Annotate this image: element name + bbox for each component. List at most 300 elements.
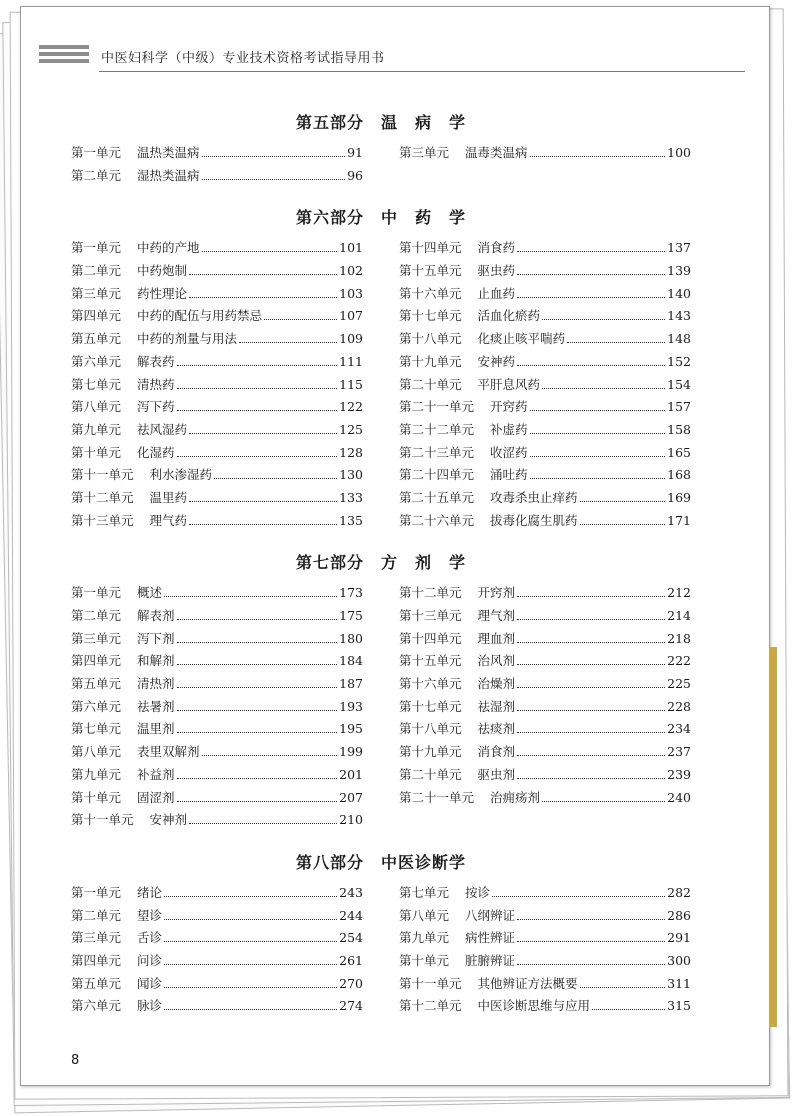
entry-page: 244 (339, 907, 363, 923)
entry-unit: 第十七单元 (399, 308, 462, 324)
entry-name: 化湿药 (137, 444, 175, 460)
entry-page: 291 (667, 930, 691, 946)
toc-entry[interactable] (399, 443, 691, 466)
entry-name: 温热类温病 (137, 145, 200, 160)
entry-unit: 第四单元 (71, 952, 122, 968)
toc-entry[interactable] (399, 883, 691, 906)
entry-unit: 第十三单元 (399, 608, 462, 623)
entry-unit: 第二十二单元 (399, 421, 475, 437)
entry-page: 154 (667, 376, 691, 392)
toc-entry[interactable] (399, 420, 691, 443)
toc-entry[interactable] (71, 511, 363, 534)
entry-unit: 第十六单元 (399, 676, 462, 692)
entry-name: 理血剂 (477, 630, 516, 646)
toc-entry[interactable] (399, 719, 691, 742)
leader-dots (517, 297, 665, 298)
entry-unit: 第一单元 (71, 240, 122, 256)
entry-name: 泻下药 (137, 399, 175, 415)
toc-entry[interactable] (399, 306, 691, 329)
toc-entry[interactable] (71, 629, 363, 652)
entry-name: 治痈疡剂 (490, 789, 541, 805)
toc-entry[interactable] (71, 951, 363, 974)
entry-unit: 第十单元 (399, 952, 450, 968)
leader-dots (164, 987, 337, 988)
entry-name: 祛风湿药 (137, 421, 188, 437)
toc-entry[interactable] (71, 606, 363, 629)
section-gap (71, 188, 691, 198)
entry-name: 固涩剂 (137, 789, 175, 805)
toc-entry[interactable] (71, 238, 363, 261)
entry-name: 解表药 (137, 353, 175, 369)
entry-page: 311 (667, 975, 691, 991)
entry-page: 282 (667, 884, 691, 900)
leader-dots (164, 1009, 337, 1010)
toc-entry[interactable] (399, 606, 691, 629)
entry-name: 补益剂 (137, 766, 175, 782)
entry-page: 103 (339, 285, 363, 301)
entry-page: 168 (667, 467, 691, 483)
toc-part (71, 843, 691, 1019)
leader-dots (164, 941, 337, 942)
entry-unit: 第六单元 (71, 998, 122, 1014)
entry-page: 158 (667, 421, 691, 437)
entry-name: 安神药 (477, 353, 516, 369)
entry-page: 137 (667, 240, 691, 256)
leader-dots (202, 179, 346, 180)
leader-dots (517, 778, 665, 779)
entry-page: 122 (339, 399, 363, 415)
entry-name: 安神剂 (149, 812, 188, 828)
entry-name: 问诊 (137, 952, 163, 968)
toc-column-left (71, 883, 363, 1019)
entry-page: 274 (339, 998, 363, 1014)
entry-name: 概述 (137, 585, 163, 601)
leader-dots (530, 456, 666, 457)
toc-entry[interactable] (71, 651, 363, 674)
toc-entry[interactable] (71, 488, 363, 511)
entry-unit: 第十五单元 (399, 653, 462, 669)
entry-unit: 第九单元 (399, 930, 450, 946)
entry-name: 止血药 (477, 285, 516, 301)
leader-dots (517, 251, 665, 252)
toc-entry[interactable] (71, 765, 363, 788)
entry-name: 收涩药 (490, 444, 528, 460)
entry-name: 绪论 (137, 884, 163, 900)
toc-entry[interactable] (399, 906, 691, 929)
entry-unit: 第三单元 (71, 930, 122, 946)
entry-unit: 第八单元 (71, 399, 122, 415)
entry-name: 治燥剂 (477, 676, 516, 692)
toc-entry[interactable] (399, 143, 691, 166)
header-rule (99, 71, 745, 72)
entry-page: 133 (339, 489, 363, 505)
entry-page: 315 (667, 998, 691, 1014)
header-decoration (39, 45, 89, 66)
entry-unit: 第四单元 (71, 653, 122, 669)
entry-page: 139 (667, 263, 691, 279)
entry-name: 平肝息风药 (477, 376, 541, 392)
entry-page: 96 (347, 167, 363, 183)
entry-name: 按诊 (465, 884, 491, 900)
toc-columns (71, 238, 691, 533)
leader-dots (517, 710, 665, 711)
entry-page: 187 (339, 676, 363, 692)
entry-page: 169 (667, 489, 691, 505)
entry-page: 225 (667, 676, 691, 692)
entry-page: 157 (667, 399, 691, 415)
toc-column-left (71, 583, 363, 833)
leader-dots (530, 410, 666, 411)
entry-name: 攻毒杀虫止痒药 (490, 489, 578, 505)
entry-page: 135 (339, 512, 363, 528)
entry-name: 其他辨证方法概要 (477, 975, 578, 991)
leader-dots (542, 801, 665, 802)
entry-unit: 第九单元 (71, 421, 122, 437)
part-title: 第八部分 中医诊断学 (295, 852, 466, 872)
leader-dots (202, 156, 346, 157)
entry-unit: 第七单元 (71, 376, 122, 392)
toc-entry[interactable] (399, 352, 691, 375)
leader-dots (517, 365, 665, 366)
entry-name: 利水渗湿药 (149, 467, 213, 483)
toc-column-right (399, 883, 691, 1019)
leader-dots (517, 919, 665, 920)
toc-entry[interactable] (399, 951, 691, 974)
toc-entry[interactable] (399, 974, 691, 997)
entry-unit: 第八单元 (71, 744, 122, 760)
entry-name: 祛暑剂 (137, 698, 175, 714)
toc-entry[interactable] (71, 742, 363, 765)
entry-unit: 第三单元 (399, 145, 450, 160)
section-gap (71, 833, 691, 843)
toc-entry[interactable] (71, 883, 363, 906)
entry-name: 温里剂 (137, 721, 175, 737)
leader-dots (517, 664, 665, 665)
entry-page: 180 (339, 630, 363, 646)
leader-dots (177, 365, 338, 366)
entry-page: 210 (339, 812, 363, 828)
toc-entry[interactable] (399, 284, 691, 307)
toc-column-left (71, 238, 363, 533)
toc-entry[interactable] (399, 465, 691, 488)
entry-unit: 第十九单元 (399, 744, 462, 760)
entry-page: 237 (667, 744, 691, 760)
entry-unit: 第二十单元 (399, 376, 462, 392)
toc-entry[interactable] (399, 238, 691, 261)
toc-entry[interactable] (399, 375, 691, 398)
entry-page: 140 (667, 285, 691, 301)
toc-columns (71, 583, 691, 833)
entry-page: 102 (339, 263, 363, 279)
leader-dots (189, 501, 337, 502)
toc-entry[interactable] (399, 261, 691, 284)
entry-name: 和解剂 (137, 653, 175, 669)
entry-unit: 第十单元 (71, 444, 122, 460)
running-header-title: 中医妇科学（中级）专业技术资格考试指导用书 (101, 51, 385, 66)
leader-dots (202, 755, 338, 756)
toc-column-right (399, 238, 691, 533)
entry-unit: 第二十一单元 (399, 399, 475, 415)
entry-unit: 第七单元 (71, 721, 122, 737)
leader-dots (517, 755, 665, 756)
entry-page: 199 (339, 744, 363, 760)
toc-entry[interactable] (71, 810, 363, 833)
toc-part (71, 103, 691, 198)
toc-column-right (399, 143, 691, 188)
entry-page: 125 (339, 421, 363, 437)
leader-dots (517, 941, 665, 942)
entry-unit: 第十三单元 (71, 512, 134, 528)
leader-dots (264, 319, 337, 320)
toc-entry[interactable] (71, 306, 363, 329)
entry-unit: 第十八单元 (399, 331, 462, 347)
entry-page: 91 (347, 145, 363, 160)
entry-name: 闻诊 (137, 975, 163, 991)
entry-name: 补虚药 (490, 421, 528, 437)
leader-dots (177, 732, 338, 733)
entry-name: 祛湿剂 (477, 698, 516, 714)
entry-page: 228 (667, 698, 691, 714)
part-title: 第七部分 方 剂 学 (295, 553, 466, 573)
toc-columns (71, 143, 691, 188)
leader-dots (530, 433, 666, 434)
entry-unit: 第十二单元 (399, 998, 462, 1014)
entry-name: 驱虫药 (477, 263, 516, 279)
entry-name: 中药的配伍与用药禁忌 (137, 308, 263, 324)
entry-page: 234 (667, 721, 691, 737)
entry-name: 消食药 (477, 240, 516, 256)
toc-entry[interactable] (399, 742, 691, 765)
toc-entry[interactable] (71, 719, 363, 742)
entry-name: 中药的剂量与用法 (137, 331, 238, 347)
entry-unit: 第十单元 (71, 789, 122, 805)
toc-entry[interactable] (399, 697, 691, 720)
entry-unit: 第二单元 (71, 167, 122, 183)
entry-unit: 第一单元 (71, 884, 122, 900)
leader-dots (189, 524, 337, 525)
entry-page: 300 (667, 952, 691, 968)
entry-unit: 第五单元 (71, 676, 122, 692)
entry-name: 清热剂 (137, 676, 175, 692)
entry-unit: 第二十三单元 (399, 444, 475, 460)
toc-entry[interactable] (71, 788, 363, 811)
entry-unit: 第二单元 (71, 907, 122, 923)
entry-page: 286 (667, 907, 691, 923)
entry-name: 温里药 (149, 489, 188, 505)
toc-entry[interactable] (71, 329, 363, 352)
entry-page: 128 (339, 444, 363, 460)
toc-entry[interactable] (399, 397, 691, 420)
entry-unit: 第一单元 (71, 585, 122, 601)
toc-columns (71, 883, 691, 1019)
entry-name: 活血化瘀药 (477, 308, 541, 324)
toc-entry[interactable] (71, 674, 363, 697)
table-of-contents (71, 103, 691, 1019)
toc-entry[interactable] (399, 488, 691, 511)
leader-dots (214, 478, 337, 479)
entry-name: 理气药 (149, 512, 188, 528)
leader-dots (517, 964, 665, 965)
entry-unit: 第十七单元 (399, 698, 462, 714)
entry-page: 193 (339, 698, 363, 714)
entry-page: 175 (339, 608, 363, 623)
toc-entry[interactable] (71, 420, 363, 443)
entry-page: 270 (339, 975, 363, 991)
leader-dots (517, 619, 665, 620)
leader-dots (177, 801, 338, 802)
entry-name: 中医诊断思维与应用 (477, 998, 591, 1014)
book-spine-edge (769, 647, 777, 1027)
entry-name: 湿热类温病 (137, 167, 200, 183)
entry-page: 218 (667, 630, 691, 646)
leader-dots (517, 642, 665, 643)
toc-part (71, 543, 691, 843)
toc-entry[interactable] (71, 143, 363, 166)
entry-page: 107 (339, 308, 363, 324)
entry-unit: 第二单元 (71, 263, 122, 279)
toc-entry[interactable] (71, 166, 363, 189)
entry-name: 望诊 (137, 907, 163, 923)
toc-entry[interactable] (71, 996, 363, 1019)
entry-name: 消食剂 (477, 744, 516, 760)
leader-dots (177, 619, 338, 620)
entry-unit: 第十四单元 (399, 630, 462, 646)
toc-entry[interactable] (399, 674, 691, 697)
leader-dots (492, 896, 665, 897)
leader-dots (177, 642, 338, 643)
toc-entry[interactable] (71, 443, 363, 466)
entry-unit: 第十一单元 (399, 975, 462, 991)
entry-name: 治风剂 (477, 653, 516, 669)
toc-entry[interactable] (399, 996, 691, 1019)
part-title: 第五部分 温 病 学 (295, 113, 466, 132)
entry-unit: 第二十单元 (399, 766, 462, 782)
toc-entry[interactable] (71, 906, 363, 929)
entry-page: 184 (339, 653, 363, 669)
book-page (20, 6, 770, 1086)
entry-unit: 第十一单元 (71, 812, 134, 828)
entry-name: 表里双解剂 (137, 744, 200, 760)
toc-entry[interactable] (71, 397, 363, 420)
entry-page: 115 (339, 376, 363, 392)
entry-name: 开窍剂 (477, 585, 516, 601)
entry-name: 解表剂 (137, 608, 175, 623)
entry-name: 脏腑辨证 (465, 952, 516, 968)
entry-unit: 第七单元 (399, 884, 450, 900)
entry-unit: 第四单元 (71, 308, 122, 324)
toc-entry[interactable] (71, 352, 363, 375)
entry-page: 111 (339, 353, 363, 369)
entry-page: 101 (339, 240, 363, 256)
entry-name: 清热药 (137, 376, 175, 392)
entry-page: 243 (339, 884, 363, 900)
section-gap (71, 533, 691, 543)
entry-page: 201 (339, 766, 363, 782)
entry-name: 八纲辨证 (465, 907, 516, 923)
entry-page: 261 (339, 952, 363, 968)
leader-dots (177, 687, 338, 688)
entry-name: 温毒类温病 (465, 145, 528, 160)
entry-page: 239 (667, 766, 691, 782)
toc-entry[interactable] (71, 375, 363, 398)
toc-entry[interactable] (71, 583, 363, 606)
entry-name: 中药炮制 (137, 263, 188, 279)
entry-unit: 第一单元 (71, 145, 122, 160)
leader-dots (189, 823, 337, 824)
entry-unit: 第九单元 (71, 766, 122, 782)
entry-page: 222 (667, 653, 691, 669)
leader-dots (592, 1009, 665, 1010)
entry-name: 泻下剂 (137, 630, 175, 646)
toc-entry[interactable] (71, 284, 363, 307)
entry-name: 理气剂 (477, 608, 516, 623)
entry-unit: 第六单元 (71, 353, 122, 369)
entry-unit: 第二单元 (71, 608, 122, 623)
leader-dots (189, 433, 337, 434)
toc-entry[interactable] (399, 629, 691, 652)
leader-dots (177, 778, 338, 779)
leader-dots (164, 919, 337, 920)
toc-entry[interactable] (399, 928, 691, 951)
toc-entry[interactable] (71, 697, 363, 720)
leader-dots (542, 319, 665, 320)
entry-page: 165 (667, 444, 691, 460)
entry-page: 130 (339, 467, 363, 483)
leader-dots (567, 342, 665, 343)
toc-entry[interactable] (71, 974, 363, 997)
entry-page: 173 (339, 585, 363, 601)
entry-unit: 第二十六单元 (399, 512, 475, 528)
leader-dots (517, 596, 665, 597)
toc-part (71, 198, 691, 543)
leader-dots (177, 710, 338, 711)
page-number: 8 (71, 1053, 80, 1068)
toc-entry[interactable] (399, 651, 691, 674)
entry-name: 开窍药 (490, 399, 528, 415)
leader-dots (202, 251, 338, 252)
toc-entry[interactable] (71, 465, 363, 488)
entry-unit: 第五单元 (71, 331, 122, 347)
entry-page: 109 (339, 331, 363, 347)
entry-unit: 第二十五单元 (399, 489, 475, 505)
entry-page: 212 (667, 585, 691, 601)
leader-dots (164, 596, 337, 597)
toc-entry[interactable] (399, 765, 691, 788)
entry-page: 171 (667, 512, 691, 528)
toc-entry[interactable] (399, 329, 691, 352)
leader-dots (177, 456, 338, 457)
toc-entry[interactable] (71, 261, 363, 284)
entry-page: 214 (667, 608, 691, 623)
toc-entry[interactable] (399, 788, 691, 811)
entry-page: 240 (667, 789, 691, 805)
toc-entry[interactable] (71, 928, 363, 951)
entry-name: 病性辨证 (465, 930, 516, 946)
entry-name: 中药的产地 (137, 240, 200, 256)
entry-page: 254 (339, 930, 363, 946)
entry-unit: 第二十一单元 (399, 789, 475, 805)
entry-unit: 第十九单元 (399, 353, 462, 369)
entry-unit: 第十二单元 (399, 585, 462, 601)
entry-unit: 第六单元 (71, 698, 122, 714)
entry-unit: 第五单元 (71, 975, 122, 991)
leader-dots (189, 297, 337, 298)
entry-page: 143 (667, 308, 691, 324)
toc-entry[interactable] (399, 511, 691, 534)
entry-unit: 第十二单元 (71, 489, 134, 505)
entry-unit: 第八单元 (399, 907, 450, 923)
toc-entry[interactable] (399, 583, 691, 606)
